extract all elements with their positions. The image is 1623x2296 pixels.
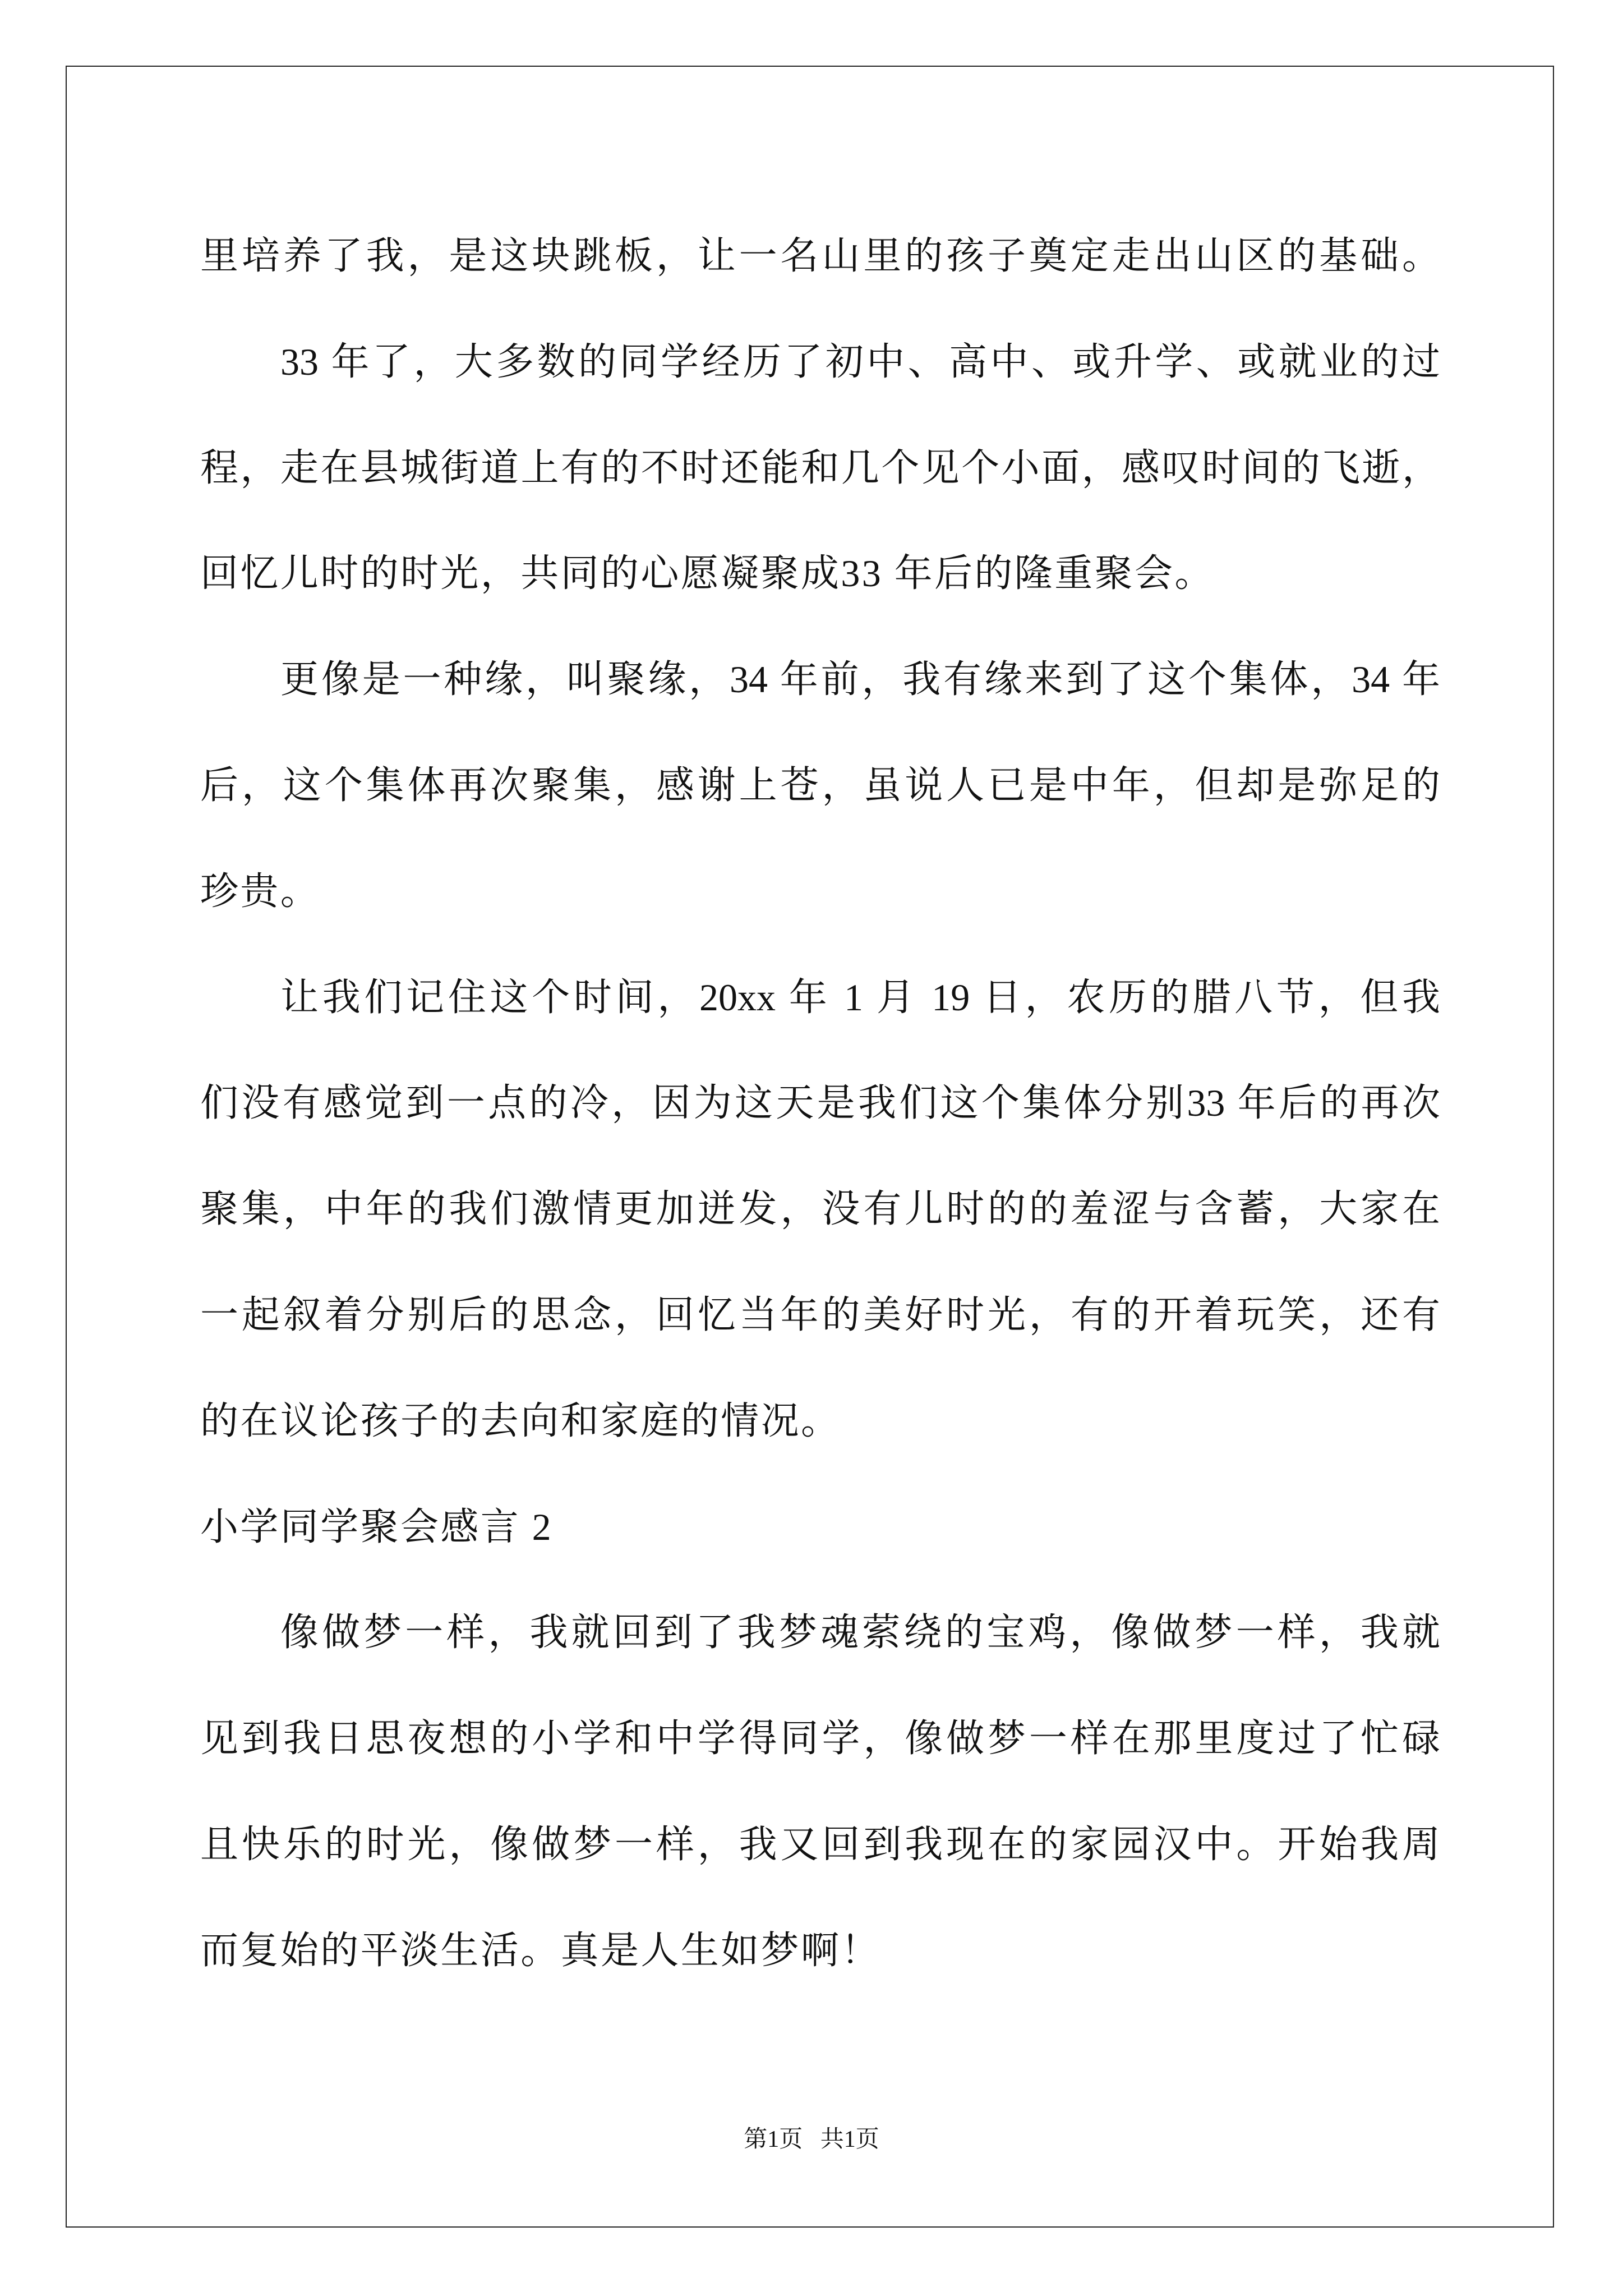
paragraph-line: 回忆儿时的时光，共同的心愿凝聚成33 年后的隆重聚会。 [200,552,1215,595]
paragraph [200,1580,1440,2003]
paragraph-line: 里培养了我，是这块跳板，让一名山里的孩子奠定走出山区的基础。 [200,234,1440,277]
paragraph [200,627,1440,944]
paragraph-line: 聚集，中年的我们激情更加迸发，没有儿时的的羞涩与含蓄，大家在 [200,1188,1440,1231]
paragraph-line: 们没有感觉到一点的冷，因为这天是我们这个集体分别33 年后的再次 [200,1082,1440,1125]
paragraph-line: 后，这个集体再次聚集，感谢上苍，虽说人已是中年，但却是弥足的 [200,763,1440,807]
document-body [200,203,1440,2004]
paragraph-line: 让我们记住这个时间，20xx 年 1 月 19 日，农历的腊八节，但我 [280,976,1440,1019]
paragraph [200,309,1440,627]
paragraph-line: 的在议论孩子的去向和家庭的情况。 [200,1399,841,1442]
paragraph-line: 程，走在县城街道上有的不时还能和几个见个小面，感叹时间的飞逝， [200,446,1440,489]
paragraph-line: 更像是一种缘，叫聚缘，34 年前，我有缘来到了这个集体，34 年 [280,658,1440,701]
paragraph [200,945,1440,1474]
paragraph-line: 珍贵。 [200,869,321,913]
paragraph-line: 一起叙着分别后的思念，回忆当年的美好时光，有的开着玩笑，还有 [200,1293,1440,1336]
paragraph-line: 而复始的平淡生活。真是人生如梦啊！ [200,1929,881,1972]
section-heading: 小学同学聚会感言 2 [200,1505,554,1548]
paragraph [200,203,1440,309]
paragraph-line: 像做梦一样，我就回到了我梦魂萦绕的宝鸡，像做梦一样，我就 [280,1611,1440,1654]
paragraph-line: 且快乐的时光，像做梦一样，我又回到我现在的家园汉中。开始我周 [200,1823,1440,1866]
paragraph-line: 33 年了，大多数的同学经历了初中、高中、或升学、或就业的过 [280,340,1440,383]
paragraph-line: 见到我日思夜想的小学和中学得同学，像做梦一样在那里度过了忙碌 [200,1717,1440,1760]
page-footer: 第1页 共1页 [744,2127,879,2152]
